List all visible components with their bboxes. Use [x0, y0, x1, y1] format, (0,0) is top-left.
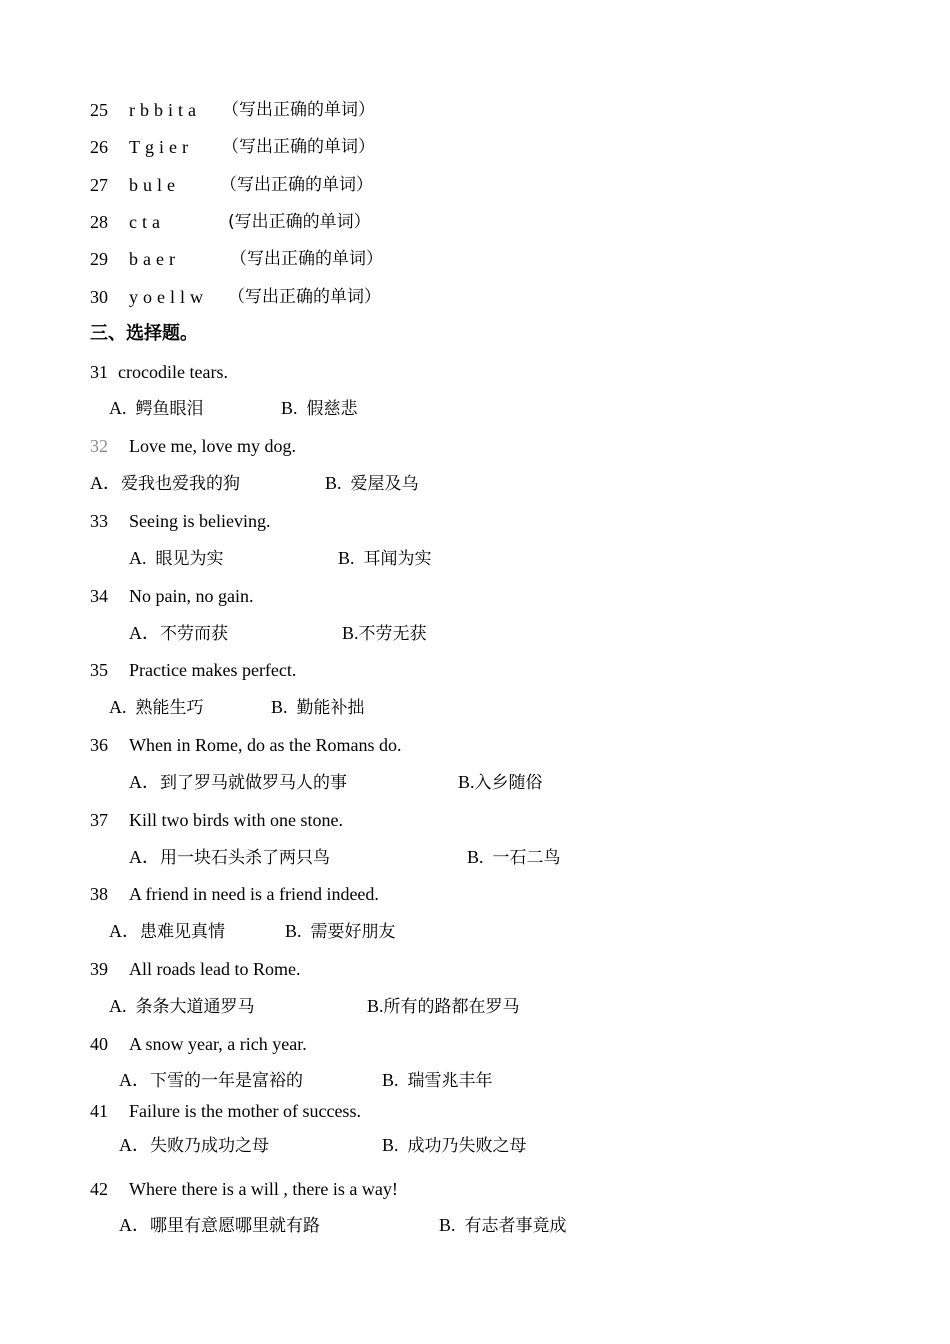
option-a: [129, 846, 330, 869]
option-b-text: 一石二鸟: [492, 848, 561, 868]
question-number: 30: [90, 287, 108, 307]
option-a: [119, 1069, 303, 1092]
option-a-text: 到了罗马就做罗马人的事: [160, 773, 347, 793]
question-number: 29: [90, 249, 108, 269]
instruction-hint: （写出正确的单词）: [222, 137, 375, 157]
option-a-label: A．: [129, 847, 160, 867]
instruction-hint: (写出正确的单词）: [228, 212, 371, 232]
option-b-label: B.: [285, 921, 302, 941]
question-number: 33: [90, 511, 108, 531]
option-a: [109, 397, 204, 420]
question-text: A snow year, a rich year.: [129, 1034, 307, 1054]
option-a-text: 鳄鱼眼泪: [135, 399, 204, 419]
option-a: [129, 547, 224, 570]
option-b: [281, 397, 358, 420]
option-b-text: 需要好朋友: [310, 922, 396, 942]
option-b-label: B.: [325, 473, 342, 493]
option-a-label: A.: [129, 548, 147, 568]
option-b-text: 不劳无获: [358, 624, 427, 644]
section-title: 三、选择题。: [90, 323, 198, 344]
option-a-label: A．: [119, 1215, 150, 1235]
option-b-label: B.: [458, 772, 475, 792]
option-b-text: 有志者事竟成: [464, 1216, 567, 1236]
question-number: 28: [90, 212, 108, 232]
question-text: All roads lead to Rome.: [129, 959, 301, 979]
question-number: 37: [90, 810, 108, 830]
scrambled-word: bule: [129, 175, 180, 195]
option-b: [271, 696, 365, 719]
question-text: Kill two birds with one stone.: [129, 810, 343, 830]
question-text: A friend in need is a friend indeed.: [129, 884, 379, 904]
option-b: [342, 622, 427, 645]
option-b: [382, 1069, 493, 1092]
question-text: Where there is a will , there is a way!: [129, 1179, 398, 1199]
scrambled-word: yoellw: [129, 287, 208, 307]
option-a-text: 哪里有意愿哪里就有路: [150, 1216, 320, 1236]
option-a-text: 熟能生巧: [135, 698, 204, 718]
scrambled-word: Tgier: [129, 137, 193, 157]
option-b: [467, 846, 561, 869]
option-a: [119, 1214, 320, 1237]
option-a-label: A．: [119, 1070, 150, 1090]
option-a-label: A．: [109, 921, 140, 941]
scrambled-word: baer: [129, 249, 180, 269]
question-number: 32: [90, 436, 108, 456]
option-a: [109, 696, 204, 719]
option-a-text: 眼见为实: [155, 549, 224, 569]
option-a-label: A．: [129, 623, 160, 643]
option-b: [458, 771, 543, 794]
option-b-label: B.: [467, 847, 484, 867]
option-b-text: 耳闻为实: [363, 549, 432, 569]
option-a-label: A.: [109, 697, 127, 717]
option-b: [338, 547, 432, 570]
question-number: 27: [90, 175, 108, 195]
option-a-label: A.: [109, 996, 127, 1016]
scrambled-word: rbbita: [129, 100, 201, 120]
option-a-text: 用一块石头杀了两只鸟: [160, 848, 330, 868]
option-b: [382, 1134, 527, 1157]
question-text: Practice makes perfect.: [129, 660, 297, 680]
option-b-text: 所有的路都在罗马: [383, 997, 520, 1017]
option-b-label: B.: [382, 1070, 399, 1090]
option-a-text: 患难见真情: [140, 922, 225, 942]
option-b-label: B.: [439, 1215, 456, 1235]
question-text: Love me, love my dog.: [129, 436, 296, 456]
instruction-hint: （写出正确的单词）: [222, 100, 375, 120]
question-number: 42: [90, 1179, 108, 1199]
option-a: [90, 472, 240, 495]
question-number: 34: [90, 586, 108, 606]
option-a-text: 下雪的一年是富裕的: [150, 1071, 303, 1091]
option-a-label: A．: [119, 1135, 150, 1155]
option-a-text: 失败乃成功之母: [150, 1136, 269, 1156]
option-a: [119, 1134, 269, 1157]
question-text: Failure is the mother of success.: [129, 1101, 361, 1121]
option-a: [109, 920, 225, 943]
option-a-label: A．: [129, 772, 160, 792]
option-b-text: 入乡随俗: [474, 773, 543, 793]
option-b-text: 成功乃失败之母: [407, 1136, 527, 1156]
option-b-label: B.: [338, 548, 355, 568]
question-number: 25: [90, 100, 108, 120]
option-a: [129, 622, 228, 645]
question-text: Seeing is believing.: [129, 511, 271, 531]
option-b-text: 勤能补拙: [296, 698, 365, 718]
question-number: 36: [90, 735, 108, 755]
option-b-label: B.: [271, 697, 288, 717]
question-number: 41: [90, 1101, 108, 1121]
option-b: [439, 1214, 567, 1237]
instruction-hint: （写出正确的单词）: [228, 287, 381, 307]
question-number: 39: [90, 959, 108, 979]
option-b-text: 假慈悲: [306, 399, 358, 419]
option-b-label: B.: [342, 623, 359, 643]
option-b: [285, 920, 396, 943]
option-a-text: 爱我也爱我的狗: [121, 474, 240, 494]
question-number: 40: [90, 1034, 108, 1054]
option-a: [109, 995, 255, 1018]
question-text: No pain, no gain.: [129, 586, 254, 606]
option-b-text: 瑞雪兆丰年: [407, 1071, 493, 1091]
option-a: [129, 771, 347, 794]
question-text: crocodile tears.: [118, 362, 228, 382]
option-b-label: B.: [367, 996, 384, 1016]
option-a-text: 条条大道通罗马: [135, 997, 255, 1017]
scrambled-word: cta: [129, 212, 165, 232]
option-b-label: B.: [281, 398, 298, 418]
option-b: [325, 472, 419, 495]
question-number: 31: [90, 362, 108, 382]
instruction-hint: （写出正确的单词）: [230, 249, 383, 269]
question-text: When in Rome, do as the Romans do.: [129, 735, 402, 755]
question-number: 38: [90, 884, 108, 904]
instruction-hint: （写出正确的单词）: [220, 175, 373, 195]
option-b: [367, 995, 520, 1018]
option-a-label: A.: [109, 398, 127, 418]
option-b-text: 爱屋及乌: [350, 474, 419, 494]
question-number: 35: [90, 660, 108, 680]
question-number: 26: [90, 137, 108, 157]
option-a-label: A．: [90, 473, 121, 493]
option-b-label: B.: [382, 1135, 399, 1155]
option-a-text: 不劳而获: [160, 624, 228, 644]
